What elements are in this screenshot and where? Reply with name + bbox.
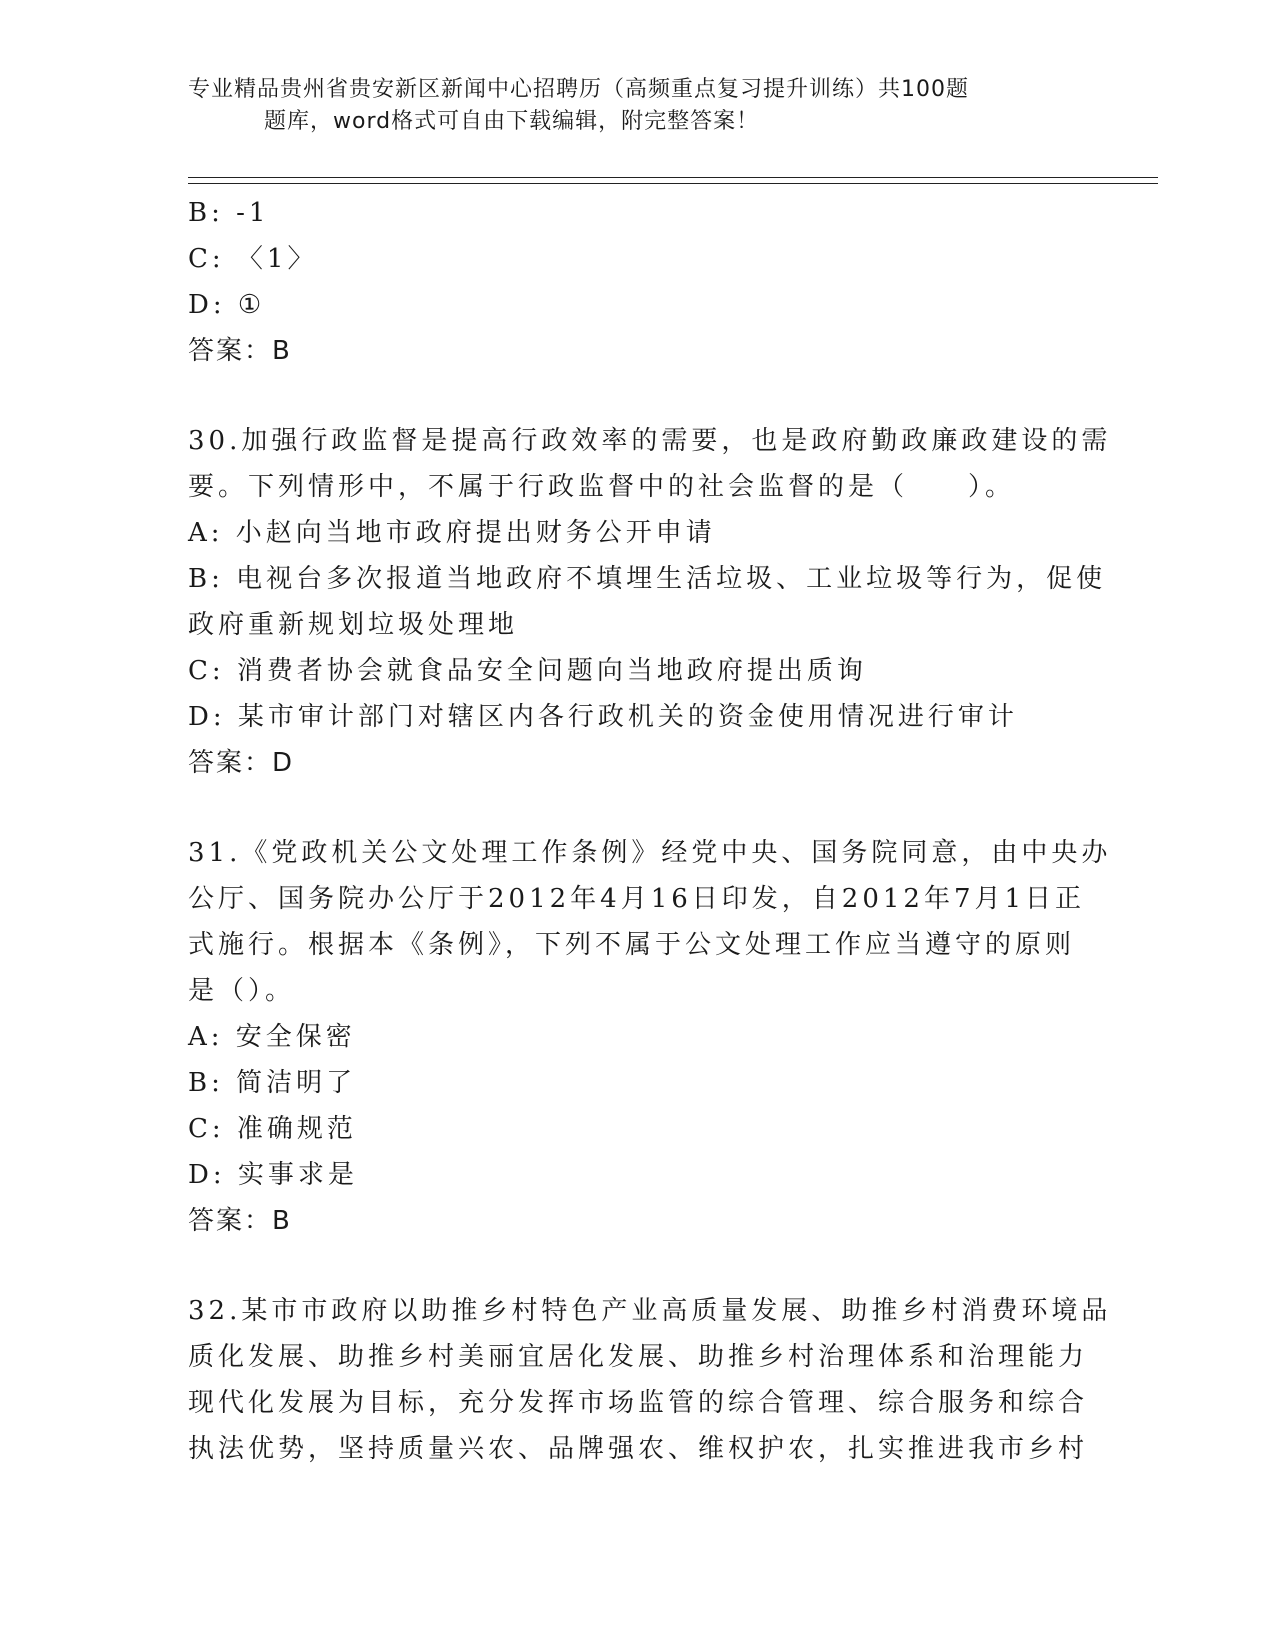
option-line: 政府重新规划垃圾处理地 bbox=[188, 610, 519, 640]
spacer bbox=[188, 374, 1088, 418]
header-rule-top bbox=[188, 177, 1158, 178]
answer-line: 答案：B bbox=[188, 1206, 292, 1236]
question-stem-line: 要。下列情形中，不属于行政监督中的社会监督的是（ ）。 bbox=[188, 472, 1016, 502]
answer-line: 答案：B bbox=[188, 336, 292, 366]
question-stem-line: 式施行。根据本《条例》，下列不属于公文处理工作应当遵守的原则 bbox=[188, 930, 1076, 960]
question-stem-line: 32.某市市政府以助推乡村特色产业高质量发展、助推乡村消费环境品 bbox=[188, 1296, 1112, 1326]
option-line: C: 准确规范 bbox=[188, 1114, 357, 1144]
question-31 bbox=[188, 830, 1112, 1244]
question-stem-line: 31.《党政机关公文处理工作条例》经党中央、国务院同意，由中央办 bbox=[188, 838, 1112, 868]
document-header bbox=[188, 74, 1048, 138]
spacer bbox=[188, 786, 1088, 830]
option-line: A: 安全保密 bbox=[188, 1022, 356, 1052]
option-line: C: 消费者协会就食品安全问题向当地政府提出质询 bbox=[188, 656, 867, 686]
spacer bbox=[188, 1244, 1088, 1288]
question-stem-line: 现代化发展为目标，充分发挥市场监管的综合管理、综合服务和综合 bbox=[188, 1388, 1089, 1418]
option-line: B: -1 bbox=[188, 198, 270, 228]
header-line-1: 专业精品贵州省贵安新区新闻中心招聘历（高频重点复习提升训练）共100题 bbox=[188, 77, 969, 102]
header-line-2: 题库，word格式可自由下载编辑，附完整答案！ bbox=[264, 109, 760, 134]
answer-line: 答案：D bbox=[188, 748, 295, 778]
option-line: B: 电视台多次报道当地政府不填埋生活垃圾、工业垃圾等行为，促使 bbox=[188, 564, 1107, 594]
question-stem-line: 公厅、国务院办公厅于2012年4月16日印发，自2012年7月1日正 bbox=[188, 884, 1086, 914]
question-30 bbox=[188, 418, 1112, 786]
document-body bbox=[188, 190, 1112, 1472]
question-stem-line: 质化发展、助推乡村美丽宜居化发展、助推乡村治理体系和治理能力 bbox=[188, 1342, 1089, 1372]
option-line: D: 某市审计部门对辖区内各行政机关的资金使用情况进行审计 bbox=[188, 702, 1018, 732]
option-line: B: 简洁明了 bbox=[188, 1068, 357, 1098]
question-stem-line: 30.加强行政监督是提高行政效率的需要，也是政府勤政廉政建设的需 bbox=[188, 426, 1112, 456]
header-rule-bottom bbox=[188, 183, 1158, 184]
question-32 bbox=[188, 1288, 1112, 1472]
option-line: D: ① bbox=[188, 290, 266, 320]
option-line: D: 实事求是 bbox=[188, 1160, 358, 1190]
question-29-tail bbox=[188, 190, 1088, 374]
option-line: C: 〈1〉 bbox=[188, 244, 318, 274]
option-line: A: 小赵向当地市政府提出财务公开申请 bbox=[188, 518, 716, 548]
question-stem-line: 执法优势，坚持质量兴农、品牌强农、维权护农，扎实推进我市乡村 bbox=[188, 1434, 1089, 1464]
question-stem-line: 是（）。 bbox=[188, 976, 296, 1006]
